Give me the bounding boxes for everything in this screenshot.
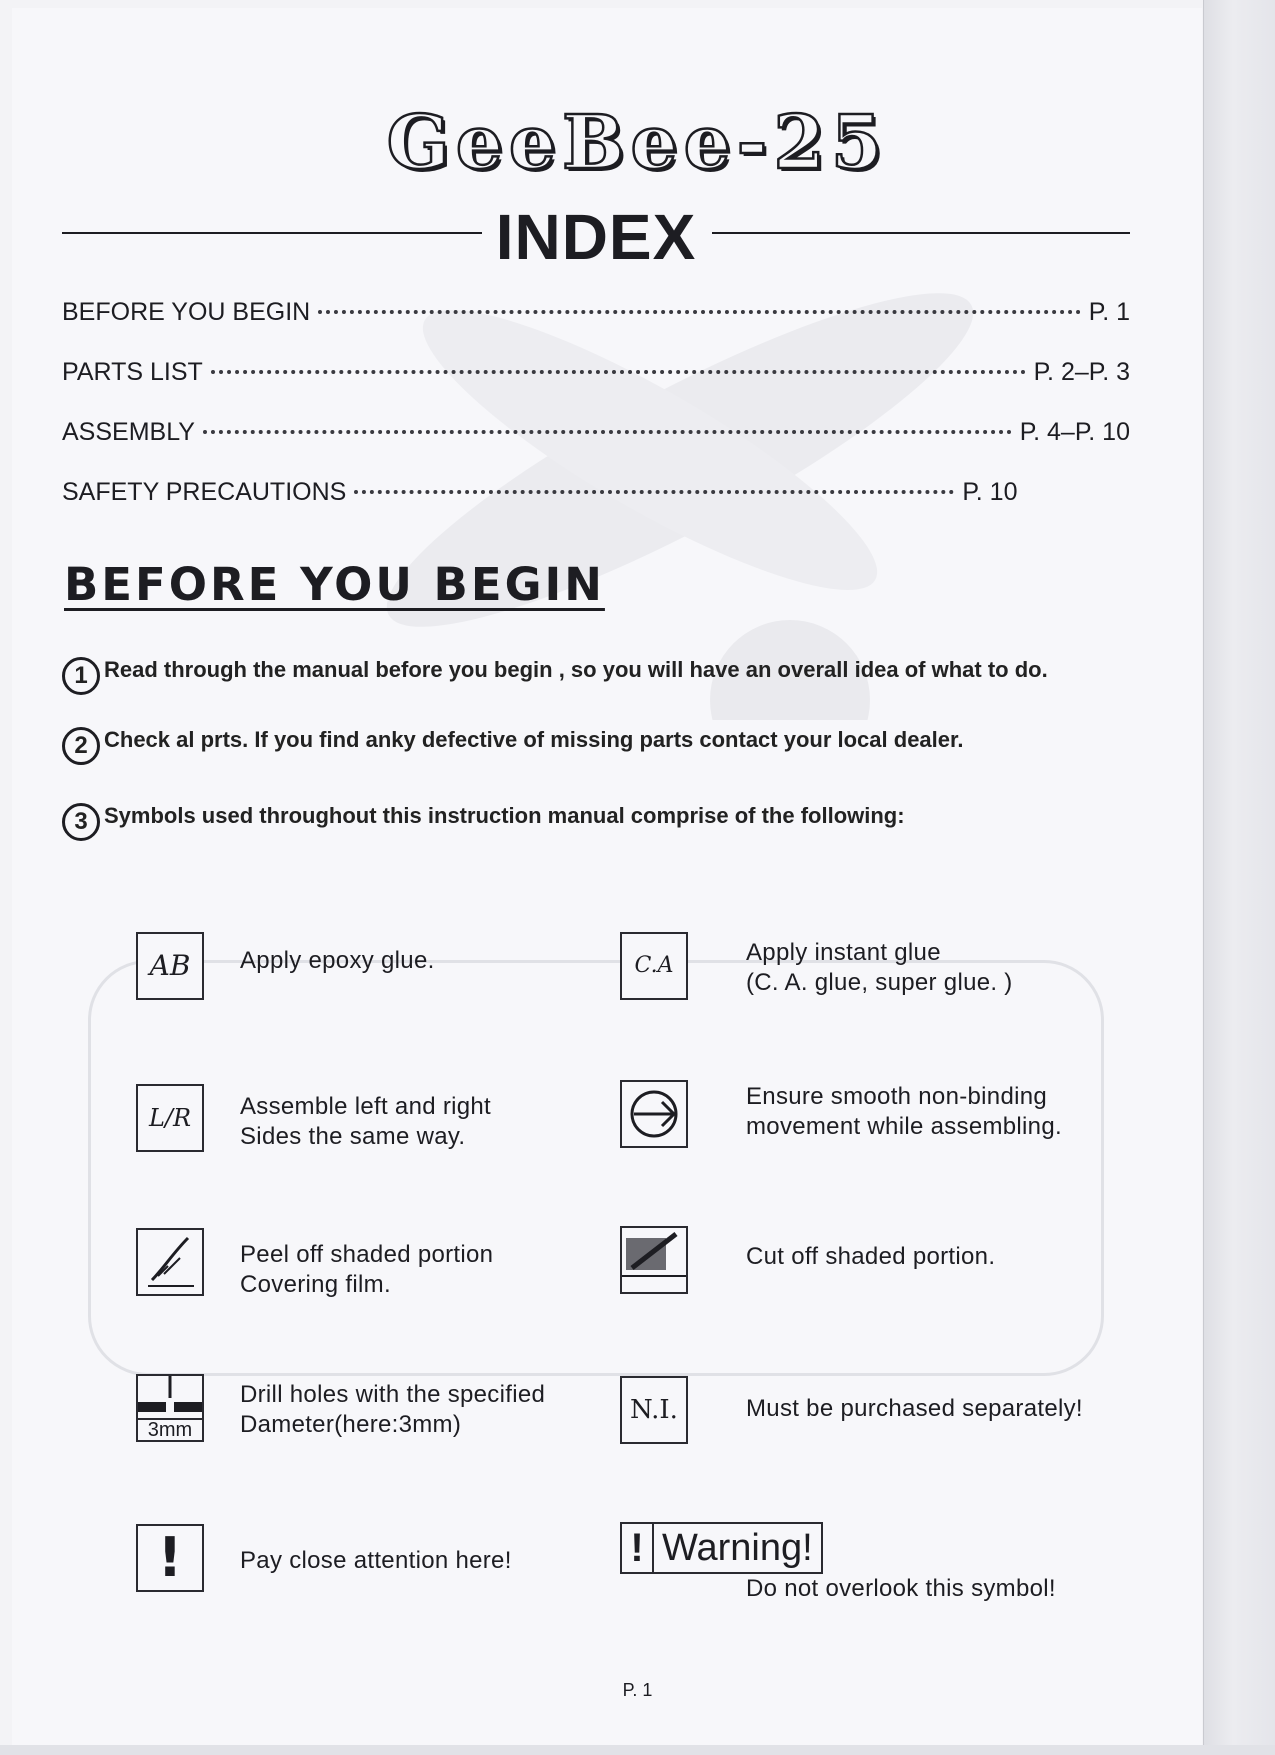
- step-1: [62, 656, 1132, 695]
- step-number: 1: [62, 657, 100, 695]
- step-text: Symbols used throughout this instruction manual comprise of the following:: [104, 803, 905, 828]
- symbol-label-line: Sides the same way.: [240, 1123, 466, 1150]
- toc-leader: [211, 370, 1026, 374]
- index-rule-right: [712, 232, 1130, 234]
- index-title: INDEX: [495, 201, 697, 273]
- peel-film-drawing: [138, 1230, 202, 1294]
- symbol-label-line: Covering film.: [240, 1271, 391, 1298]
- symbol-label: [240, 1092, 491, 1152]
- toc-row: [62, 298, 1130, 332]
- watermark-plane: [320, 200, 1040, 720]
- instant-glue-glyph: C.A: [634, 953, 674, 978]
- toc-label: PARTS LIST: [62, 358, 203, 386]
- toc-page: P. 4–P. 10: [1019, 418, 1130, 446]
- epoxy-glue-icon: [136, 932, 204, 1000]
- symbol-label-line: Cut off shaded portion.: [746, 1243, 996, 1270]
- watermark-box: [88, 960, 1104, 1376]
- cut-off-drawing: [622, 1228, 686, 1292]
- symbol-label-line: Apply instant glue: [746, 939, 941, 966]
- symbol-label: [746, 1242, 995, 1272]
- drill-drawing: [138, 1376, 202, 1422]
- page-number: P. 1: [622, 1680, 653, 1700]
- instant-glue-icon: [620, 932, 688, 1000]
- warning-note: Do not overlook this symbol!: [746, 1575, 1056, 1602]
- symbol-label-line: Dameter(here:3mm): [240, 1411, 462, 1438]
- smooth-movement-icon: [620, 1080, 688, 1148]
- warning-label: Warning!: [662, 1526, 813, 1569]
- peel-film-icon: [136, 1228, 204, 1296]
- masthead-title: GeeBee-25: [386, 100, 889, 186]
- warning-symbol: [620, 1522, 823, 1574]
- toc-leader: [203, 430, 1012, 434]
- drill-size-glyph: 3mm: [138, 1418, 202, 1440]
- exclamation-glyph: !: [157, 1526, 183, 1589]
- toc-leader: [354, 490, 954, 494]
- symbol-label: [240, 946, 435, 976]
- toc-page: P. 10: [962, 478, 1018, 506]
- symbol-label: [746, 938, 1013, 998]
- step-number: 2: [62, 727, 100, 765]
- symbol-label: [240, 1380, 545, 1440]
- symbol-label: [240, 1240, 493, 1300]
- step-text: Check al prts. If you find anky defective of missing parts contact your local dealer.: [104, 727, 964, 752]
- toc-row: [62, 478, 1130, 512]
- symbol-label: [746, 1394, 1083, 1424]
- step-2: [62, 726, 1132, 765]
- symbol-label-line: (C. A. glue, super glue. ): [746, 969, 1013, 996]
- before-you-begin-heading: BEFORE YOU BEGIN: [64, 558, 605, 611]
- toc-row: [62, 418, 1130, 452]
- step-3: [62, 802, 1132, 841]
- toc-page: P. 2–P. 3: [1033, 358, 1130, 386]
- index-header: [62, 200, 1130, 273]
- symbol-label-line: Must be purchased separately!: [746, 1395, 1083, 1422]
- not-included-glyph: N.I.: [630, 1395, 678, 1425]
- step-number: 3: [62, 803, 100, 841]
- symbol-label-line: Assemble left and right: [240, 1093, 492, 1120]
- toc-label: BEFORE YOU BEGIN: [62, 298, 311, 326]
- exclamation-icon: [136, 1524, 204, 1592]
- smooth-movement-drawing: [622, 1082, 686, 1146]
- symbol-label: [240, 1546, 512, 1576]
- symbol-label-line: Drill holes with the specified: [240, 1381, 546, 1408]
- left-right-glyph: L/R: [148, 1104, 192, 1132]
- next-page-edge: [1203, 0, 1275, 1755]
- symbol-label-line: Peel off shaded portion: [240, 1241, 494, 1268]
- symbol-label: [746, 1082, 1062, 1142]
- page-bottom-edge: [0, 1745, 1275, 1755]
- cut-off-icon: [620, 1226, 688, 1294]
- symbol-label-line: Apply epoxy glue.: [240, 947, 435, 974]
- drill-icon: [136, 1374, 204, 1442]
- toc-label: ASSEMBLY: [62, 418, 195, 446]
- toc-row: [62, 358, 1130, 392]
- left-right-icon: [136, 1084, 204, 1152]
- toc-leader: [318, 310, 1081, 314]
- epoxy-glue-glyph: AB: [149, 949, 191, 982]
- toc-page: P. 1: [1088, 298, 1130, 326]
- step-text: Read through the manual before you begin , so you will have an overall idea of what to do.: [104, 657, 1048, 682]
- symbol-label-line: Pay close attention here!: [240, 1547, 512, 1574]
- toc-label: SAFETY PRECAUTIONS: [62, 478, 347, 506]
- symbol-label-line: Ensure smooth non-binding: [746, 1083, 1048, 1110]
- symbol-label-line: movement while assembling.: [746, 1113, 1062, 1140]
- not-included-icon: [620, 1376, 688, 1444]
- warning-exclamation-icon: !: [622, 1524, 654, 1572]
